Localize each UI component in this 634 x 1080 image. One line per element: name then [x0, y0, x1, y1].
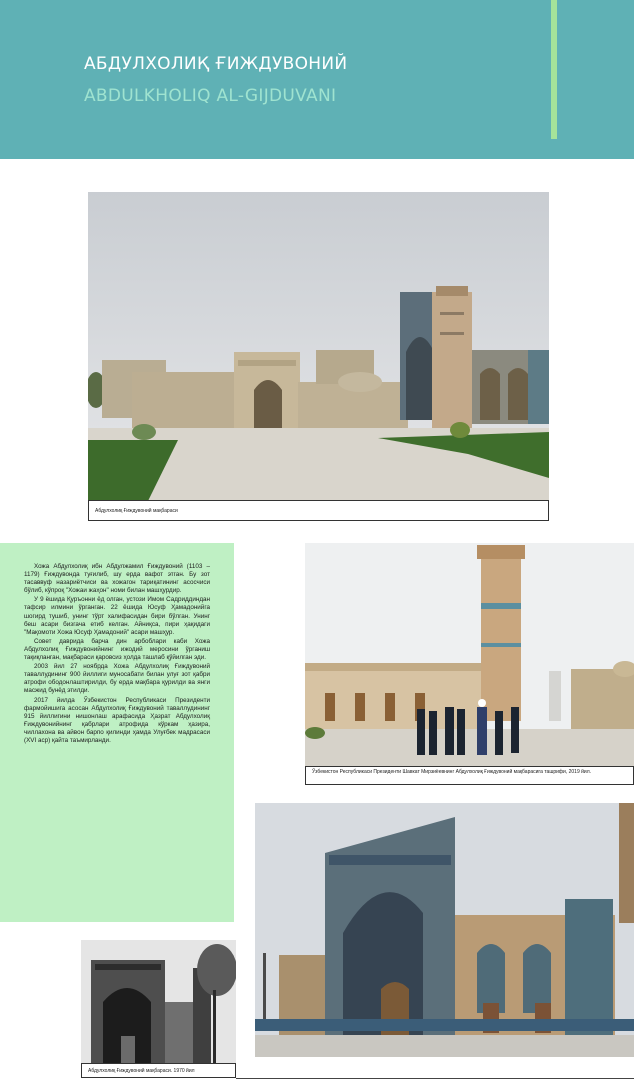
paragraph: Совет даврида барча дин арбоблари каби Хожа Абдулхолиқ Ғиждувонийнинг ижодий меросини ўрганиш тақиқланган, мақбараси қаровсиз ҳолда ташлаб қўйилган эди. [24, 637, 210, 662]
paragraph: 2017 йилда Ўзбекистон Республикаси Президенти фармойишига асосан Абдулхолиқ Ғиждувоний таваллудининг 915 йиллигини нишонлаш арафасида Ҳазрат Абдулхолиқ Ғиждувонийнинг қабрлари атрофида кўркам ҳазира, чиллахона ва айвон барпо қилинди ҳамда Улуғбек мадрасаси (XVI аср) қайта таъмирланди. [24, 696, 210, 744]
photo-mausoleum-complex [88, 192, 549, 501]
photo-presidential-visit [305, 543, 634, 766]
bottom-rule [236, 1078, 634, 1079]
body-text [24, 563, 210, 746]
caption-photo-4: Абдулхолиқ Ғиждувоний мақбараси. 1970 йил [81, 1063, 236, 1078]
page-subtitle: ABDULKHOLIQ AL-GIJDUVANI [84, 86, 337, 106]
paragraph: 2003 йил 27 ноябрда Хожа Абдулхолиқ Ғиждувоний таваллудининг 900 йиллиги муносабати билан улуғ зот қабри атрофи ободонлаштирилди, бу ерда мақбара қурилди ва янги масжид бунёд этилди. [24, 663, 210, 695]
page-title: АБДУЛХОЛИҚ ҒИЖДУВОНИЙ [84, 54, 348, 74]
caption-photo-2: Ўзбекистон Республикаси Президенти Шавкат Мирзиёевнинг Абдулхолиқ Ғиждувоний мақбарасига ташрифи, 2019 йил. [305, 766, 634, 785]
madrasa-facade-image [255, 803, 634, 1057]
photo-historical-1970 [81, 940, 236, 1063]
paragraph: Хожа Абдулхолиқ ибн Абдулжамил Ғиждувоний (1103 – 1179) Ғиждувонда туғилиб, шу ерда вафот этган. Бу зот тасаввуф назариётчиси ва хожагон тариқатининг асосчиси бўлиб, кўпроқ "Хожаи жаҳон" номи билан машҳурдир. [24, 563, 210, 595]
presidential-visit-image [305, 543, 634, 766]
historical-photo-image [81, 940, 236, 1063]
accent-bar [551, 0, 557, 139]
paragraph: У 9 ёшида Қуръонни ёд олган, устози Имом Садриддиндан тафсир илмини ўрганган. 22 ёшида Юсуф Ҳамадонийга шогирд тушиб, унинг тўрт халифасидан бири бўлган. Унинг беш асари бизгача етиб келган. Айниқса, пири ҳақидаги "Мақомоти Хожа Юсуф Ҳамадоний" асари машҳур. [24, 596, 210, 636]
header-banner [0, 0, 634, 159]
mausoleum-complex-image [88, 192, 549, 501]
photo-madrasa-facade [255, 803, 634, 1057]
text-panel [0, 543, 234, 922]
caption-photo-1: Абдулхолиқ Ғиждувоний мақбараси [88, 500, 549, 521]
